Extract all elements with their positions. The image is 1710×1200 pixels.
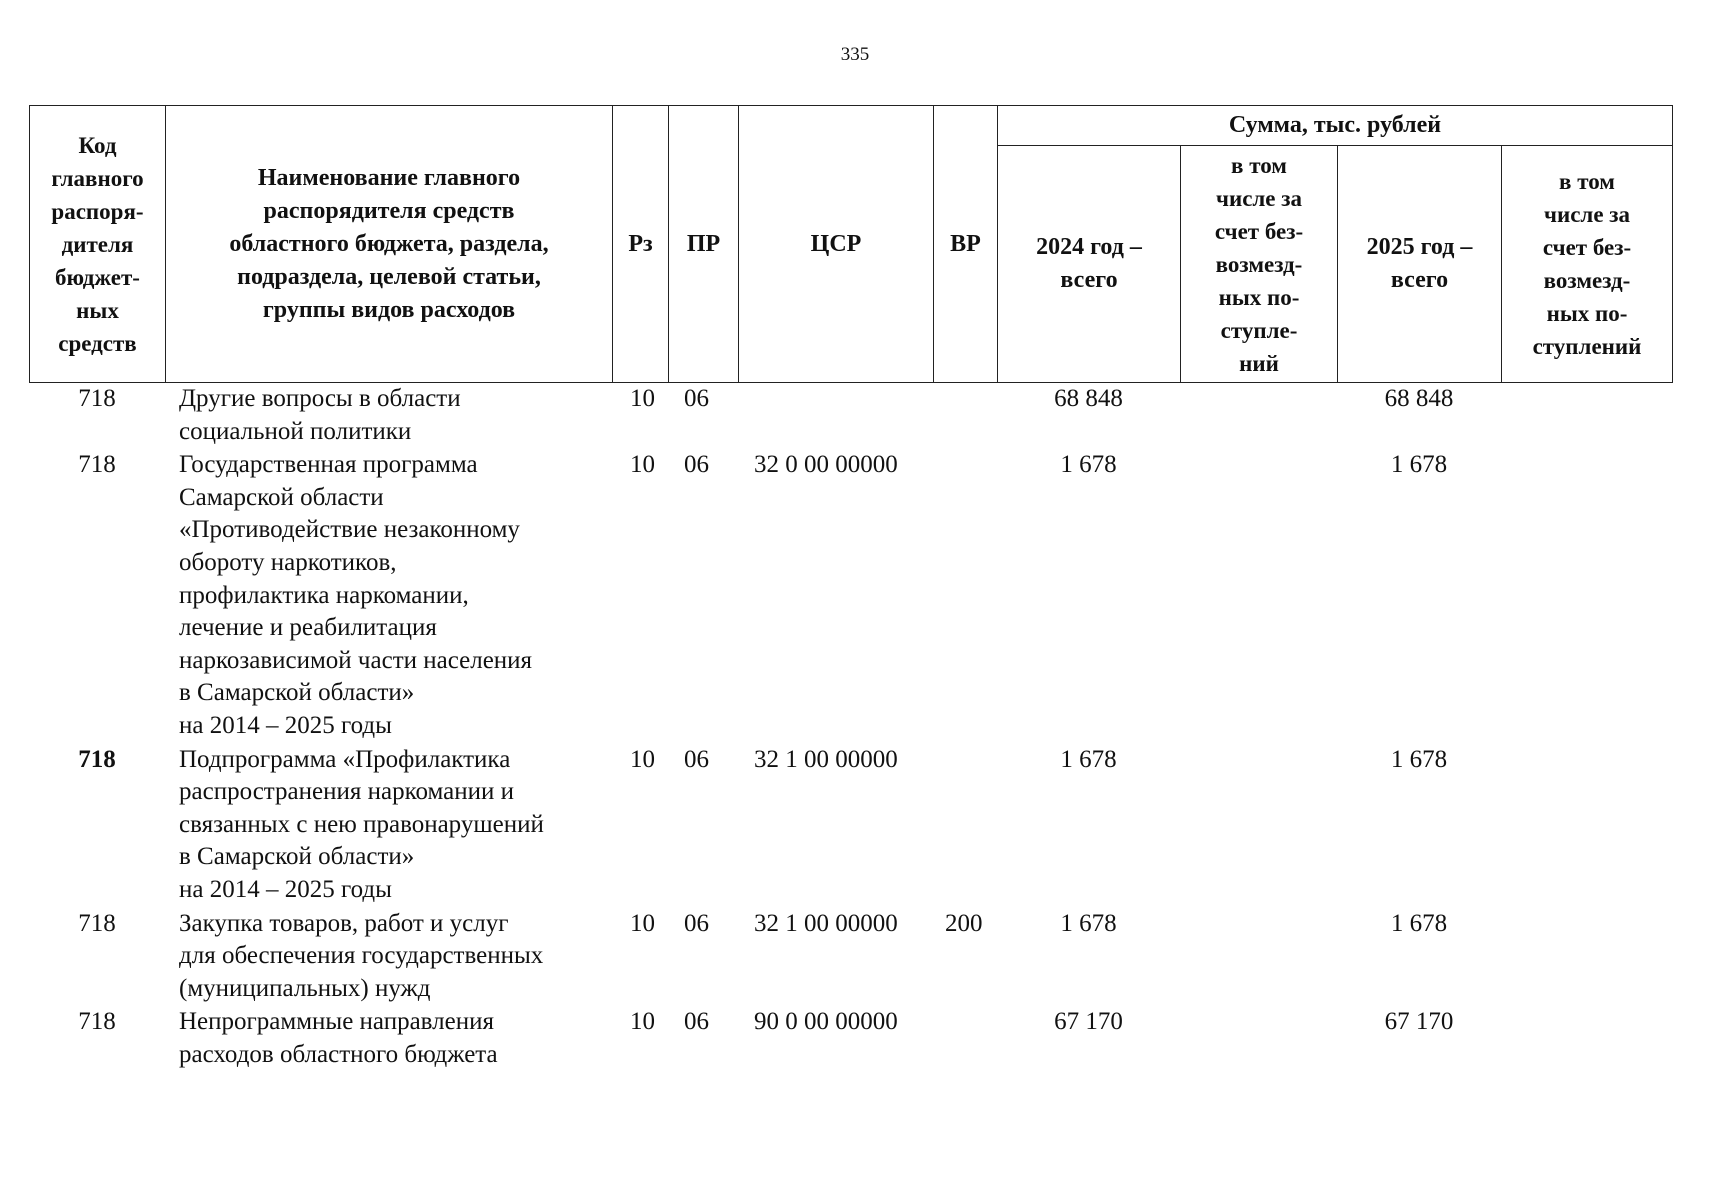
row-2024-total: 1 678 xyxy=(1060,745,1117,773)
row-name-line: лечение и реабилитация xyxy=(179,614,437,642)
header-2025-total xyxy=(1338,146,1502,383)
row-code: 718 xyxy=(78,745,116,773)
row-name xyxy=(165,744,612,908)
header-line: числе за xyxy=(1543,202,1631,227)
row-name-line: на 2014 – 2025 годы xyxy=(179,875,392,903)
row-2024-free xyxy=(1180,449,1337,743)
row-2025-free xyxy=(1501,383,1672,449)
header-vr: ВР xyxy=(934,106,998,383)
row-pr: 06 xyxy=(684,745,709,773)
row-2025-total: 68 848 xyxy=(1384,385,1454,412)
row-csr: 90 0 00 00000 xyxy=(754,1008,898,1036)
header-line: счет без- xyxy=(1542,235,1632,260)
row-csr: 32 1 00 00000 xyxy=(754,909,898,937)
row-pr: 06 xyxy=(684,1008,709,1036)
row-2025-total: 1 678 xyxy=(1390,745,1448,773)
row-2024-free xyxy=(1180,908,1337,1007)
header-rz: Рз xyxy=(613,106,669,383)
header-line: дителя xyxy=(61,231,134,257)
row-2025-free xyxy=(1501,449,1672,743)
row-rz: 10 xyxy=(630,385,655,412)
table-row xyxy=(29,1006,1672,1072)
header-line: числе за xyxy=(1215,185,1303,211)
row-2024-free xyxy=(1180,744,1337,908)
row-rz: 10 xyxy=(630,451,655,479)
row-name xyxy=(165,1006,612,1072)
table-row xyxy=(29,449,1672,743)
header-line: ных по- xyxy=(1218,284,1300,310)
row-name-line: связанных с нею правонарушений xyxy=(179,810,544,838)
header-line: ных xyxy=(76,297,119,323)
row-name-line: Другие вопросы в области xyxy=(179,385,461,412)
row-rz: 10 xyxy=(630,909,655,937)
header-line: 2025 год – xyxy=(1366,234,1473,260)
row-name-line: на 2014 – 2025 годы xyxy=(179,711,392,739)
header-line: распоря- xyxy=(51,198,144,224)
row-code: 718 xyxy=(78,1008,116,1036)
row-vr xyxy=(933,383,997,449)
row-name xyxy=(165,908,612,1007)
row-rz: 10 xyxy=(630,745,655,773)
table-body xyxy=(29,383,1672,1072)
row-2025-total: 1 678 xyxy=(1390,451,1448,479)
row-2025-free xyxy=(1501,1006,1672,1072)
row-csr xyxy=(738,383,933,449)
row-name xyxy=(165,383,612,449)
header-sum-title: Сумма, тыс. рублей xyxy=(998,106,1673,146)
header-line: возмезд- xyxy=(1215,251,1303,277)
header-line: ступлений xyxy=(1532,334,1642,359)
header-line: ных по- xyxy=(1546,301,1628,326)
row-name-line: наркозависимой части населения xyxy=(179,646,533,674)
table-row xyxy=(29,383,1672,449)
row-name-line: социальной политики xyxy=(179,417,412,445)
row-csr: 32 0 00 00000 xyxy=(754,451,898,479)
row-name-line: Самарской области xyxy=(179,483,384,511)
row-vr xyxy=(933,449,997,743)
row-csr: 32 1 00 00000 xyxy=(754,745,898,773)
row-name-line: для обеспечения государственных xyxy=(179,942,544,970)
row-name-line: «Противодействие незаконному xyxy=(179,516,520,544)
header-pr: ПР xyxy=(669,106,739,383)
row-vr: 200 xyxy=(945,909,983,937)
header-2025-free xyxy=(1502,146,1673,383)
page-number: 335 xyxy=(840,44,870,65)
header-line: ний xyxy=(1239,350,1279,376)
row-name-line: Государственная программа xyxy=(179,451,478,479)
row-2024-total: 1 678 xyxy=(1060,451,1117,479)
header-line: подраздела, целевой статьи, xyxy=(237,263,541,290)
header-line: распорядителя средств xyxy=(263,197,515,224)
table-row xyxy=(29,744,1672,908)
row-code: 718 xyxy=(78,385,116,412)
header-2024-total xyxy=(998,146,1181,383)
row-pr: 06 xyxy=(684,451,709,479)
row-2024-free xyxy=(1180,383,1337,449)
header-2024-free xyxy=(1181,146,1338,383)
header-line: средств xyxy=(58,330,137,356)
header-line: возмезд- xyxy=(1543,268,1631,293)
header-line: в том xyxy=(1559,169,1615,194)
header-line: в том xyxy=(1231,152,1287,178)
header-code xyxy=(30,106,166,383)
row-name-line: распространения наркомании и xyxy=(179,778,514,806)
header-line: всего xyxy=(1390,267,1449,293)
row-pr: 06 xyxy=(684,909,709,937)
row-2025-total: 67 170 xyxy=(1384,1008,1454,1036)
row-2025-free xyxy=(1501,908,1672,1007)
row-pr: 06 xyxy=(684,385,709,412)
row-name-line: обороту наркотиков, xyxy=(179,548,397,576)
row-name-line: в Самарской области» xyxy=(179,679,415,707)
header-line: главного xyxy=(51,165,144,191)
header-name xyxy=(166,106,613,383)
row-2025-free xyxy=(1501,744,1672,908)
row-name-line: (муниципальных) нужд xyxy=(179,974,431,1002)
header-line: группы видов расходов xyxy=(262,296,516,323)
row-name-line: профилактика наркомании, xyxy=(179,581,469,609)
header-line: 2024 год – xyxy=(1036,234,1142,260)
row-2024-total: 1 678 xyxy=(1060,909,1117,937)
row-code: 718 xyxy=(78,909,116,937)
row-name-line: Подпрограмма «Профилактика xyxy=(179,745,511,773)
row-2024-total: 67 170 xyxy=(1054,1008,1123,1036)
row-vr xyxy=(933,744,997,908)
row-name-line: Закупка товаров, работ и услуг xyxy=(179,909,509,937)
row-2024-total: 68 848 xyxy=(1054,385,1123,412)
row-name-line: расходов областного бюджета xyxy=(179,1040,498,1068)
header-line: счет без- xyxy=(1214,218,1304,244)
row-2025-total: 1 678 xyxy=(1390,909,1448,937)
header-line: Код xyxy=(78,132,117,158)
row-name xyxy=(165,449,612,743)
table-row xyxy=(29,908,1672,1007)
header-csr: ЦСР xyxy=(739,106,934,383)
header-line: ступле- xyxy=(1220,317,1298,343)
header-line: Наименование главного xyxy=(257,164,521,191)
row-name-line: в Самарской области» xyxy=(179,843,415,871)
header-line: областного бюджета, раздела, xyxy=(229,230,549,257)
row-rz: 10 xyxy=(630,1008,655,1036)
row-name-line: Непрограммные направления xyxy=(179,1008,494,1036)
row-code: 718 xyxy=(78,451,116,479)
row-vr xyxy=(933,1006,997,1072)
table-header xyxy=(29,105,1673,383)
header-line: всего xyxy=(1060,267,1118,293)
row-2024-free xyxy=(1180,1006,1337,1072)
header-line: бюджет- xyxy=(55,264,140,290)
